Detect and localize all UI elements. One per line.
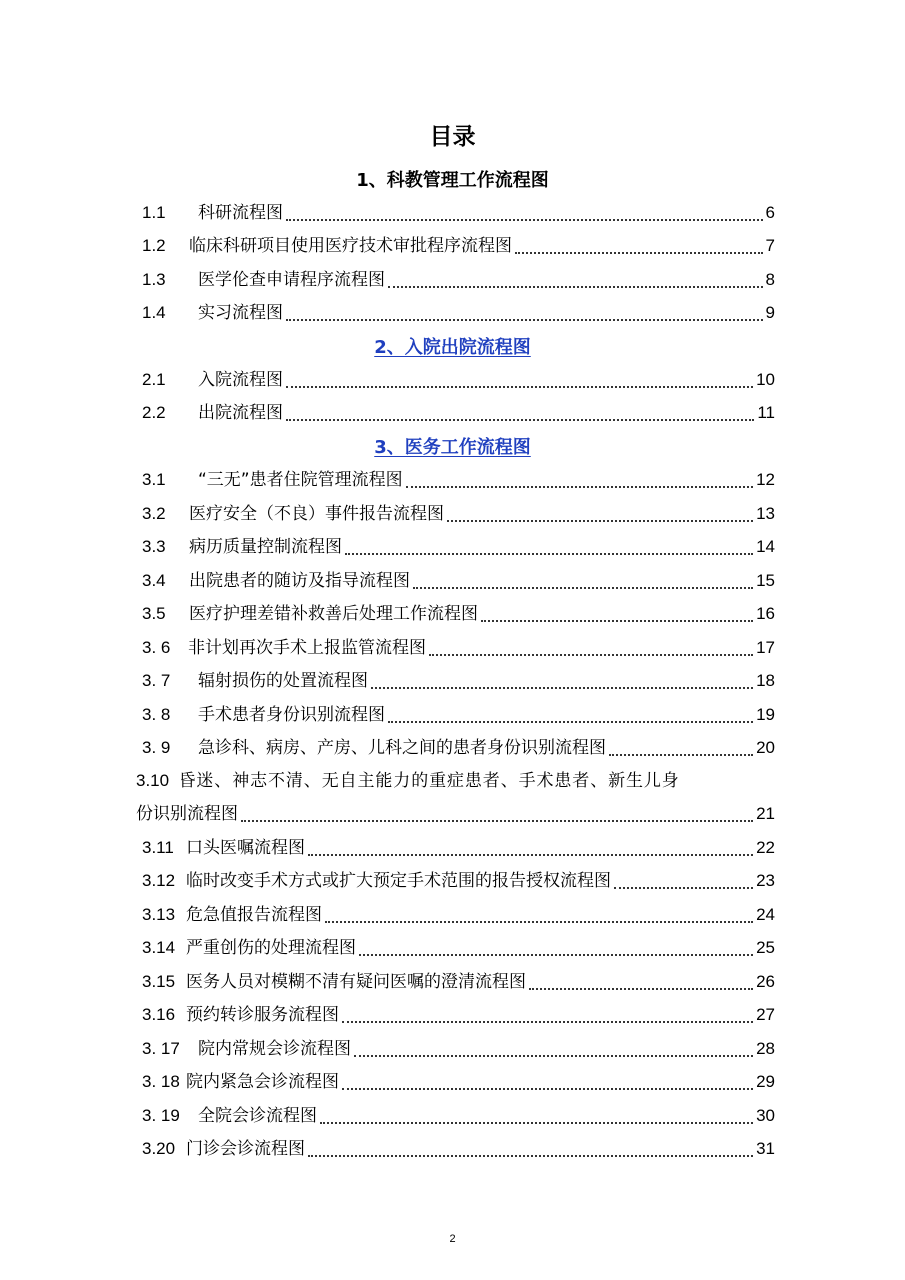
- dot-leader: [342, 1021, 753, 1023]
- dot-leader: [406, 486, 753, 488]
- entry-number: 3. 8: [142, 705, 171, 724]
- toc-entry[interactable]: [142, 298, 775, 328]
- entry-label: 医学伦查申请程序流程图: [198, 270, 385, 290]
- entry-number: 1.2: [142, 236, 166, 255]
- entry-page: 31: [756, 1139, 775, 1158]
- toc-entry[interactable]: [142, 933, 775, 963]
- toc-entry[interactable]: [142, 532, 775, 562]
- entry-number: 3.1: [142, 470, 166, 489]
- entry-number: 3. 7: [142, 671, 171, 690]
- toc-entry[interactable]: [142, 198, 775, 228]
- entry-label: 预约转诊服务流程图: [186, 1005, 339, 1025]
- section-heading-1: 1、科教管理工作流程图: [356, 170, 549, 191]
- dot-leader: [447, 520, 753, 522]
- entry-number: 3.10: [136, 771, 170, 790]
- entry-page: 15: [756, 571, 775, 590]
- toc-entry[interactable]: [142, 465, 775, 495]
- toc-entry[interactable]: [142, 1000, 775, 1030]
- entry-page: 17: [756, 638, 775, 657]
- dot-leader: [388, 286, 763, 288]
- entry-number: 3.3: [142, 537, 166, 556]
- toc-entry[interactable]: [142, 599, 775, 629]
- toc-entry[interactable]: [142, 733, 775, 763]
- toc-entry[interactable]: [142, 1101, 775, 1131]
- entry-number: 1.3: [142, 270, 166, 289]
- entry-number: 2.1: [142, 370, 166, 389]
- entry-page: 7: [765, 236, 775, 255]
- dot-leader: [286, 419, 754, 421]
- entry-page: 26: [756, 972, 775, 991]
- entry-page: 13: [756, 504, 775, 523]
- entry-number: 3. 18: [142, 1072, 180, 1091]
- entry-label: 昏迷、神志不清、无自主能力的重症患者、手术患者、新生儿身: [178, 771, 680, 791]
- toc-entry[interactable]: [142, 1034, 775, 1064]
- entry-number: 3.13: [142, 905, 176, 924]
- entry-label: 出院流程图: [198, 403, 283, 423]
- entry-page: 12: [756, 470, 775, 489]
- dot-leader: [325, 921, 753, 923]
- entry-number: 2.2: [142, 403, 166, 422]
- entry-page: 24: [756, 905, 775, 924]
- entry-label: 手术患者身份识别流程图: [198, 705, 385, 725]
- entry-number: 3.15: [142, 972, 176, 991]
- page-number: 2: [449, 1233, 456, 1245]
- entry-label: 病历质量控制流程图: [189, 537, 342, 557]
- dot-leader: [286, 319, 763, 321]
- entry-page: 14: [756, 537, 775, 556]
- entry-page: 10: [756, 370, 775, 389]
- entry-page: 27: [756, 1005, 775, 1024]
- entry-label: 出院患者的随访及指导流程图: [189, 571, 410, 591]
- entry-label: 院内常规会诊流程图: [198, 1039, 351, 1059]
- entry-number: 3.12: [142, 871, 176, 890]
- toc-entry[interactable]: [142, 900, 775, 930]
- entry-page: 8: [765, 270, 775, 289]
- dot-leader: [308, 1155, 753, 1157]
- entry-page: 9: [765, 303, 775, 322]
- toc-entry[interactable]: [142, 1067, 775, 1097]
- entry-label: 门诊会诊流程图: [186, 1139, 305, 1159]
- dot-leader: [308, 854, 753, 856]
- section-heading-2[interactable]: 2、入院出院流程图: [374, 337, 531, 358]
- entry-label-continuation: 份识别流程图: [136, 804, 238, 824]
- dot-leader: [241, 820, 753, 822]
- entry-number: 3.20: [142, 1139, 176, 1158]
- toc-entry[interactable]: [142, 1134, 775, 1164]
- entry-label: 医疗护理差错补救善后处理工作流程图: [189, 604, 478, 624]
- toc-entry[interactable]: [142, 833, 775, 863]
- entry-page: 16: [756, 604, 775, 623]
- section-heading-3[interactable]: 3、医务工作流程图: [374, 437, 531, 458]
- toc-entry[interactable]: [142, 231, 775, 261]
- dot-leader: [429, 654, 753, 656]
- toc-entry[interactable]: [142, 666, 775, 696]
- dot-leader: [320, 1122, 753, 1124]
- entry-number: 1.1: [142, 203, 166, 222]
- entry-page: 30: [756, 1106, 775, 1125]
- entry-label: 临时改变手术方式或扩大预定手术范围的报告授权流程图: [186, 871, 611, 891]
- entry-page: 23: [756, 871, 775, 890]
- entry-label: 入院流程图: [198, 370, 283, 390]
- entry-page: 21: [756, 804, 775, 823]
- entry-label: 危急值报告流程图: [186, 905, 322, 925]
- entry-page: 19: [756, 705, 775, 724]
- toc-entry[interactable]: [142, 700, 775, 730]
- dot-leader: [388, 721, 753, 723]
- entry-page: 25: [756, 938, 775, 957]
- page-title: 目录: [429, 124, 476, 150]
- dot-leader: [609, 754, 753, 756]
- toc-entry-continuation[interactable]: [136, 799, 775, 829]
- entry-number: 3.14: [142, 938, 176, 957]
- toc-entry[interactable]: [142, 866, 775, 896]
- entry-page: 18: [756, 671, 775, 690]
- entry-number: 3.16: [142, 1005, 176, 1024]
- toc-entry-wrapped[interactable]: [136, 766, 776, 791]
- entry-number: 3.11: [142, 838, 174, 857]
- entry-number: 3.5: [142, 604, 166, 623]
- entry-label: 医疗安全（不良）事件报告流程图: [189, 504, 444, 524]
- dot-leader: [515, 252, 763, 254]
- dot-leader: [286, 386, 753, 388]
- dot-leader: [286, 219, 763, 221]
- entry-label: 院内紧急会诊流程图: [186, 1072, 339, 1092]
- entry-label: 非计划再次手术上报监管流程图: [188, 638, 426, 658]
- entry-number: 3. 19: [142, 1106, 180, 1125]
- entry-page: 28: [756, 1039, 775, 1058]
- toc-entry[interactable]: [142, 967, 775, 997]
- entry-label: 急诊科、病房、产房、儿科之间的患者身份识别流程图: [198, 738, 606, 758]
- toc-entry[interactable]: [142, 265, 775, 295]
- entry-page: 29: [756, 1072, 775, 1091]
- entry-label: 严重创伤的处理流程图: [186, 938, 356, 958]
- entry-label: 医务人员对模糊不清有疑问医嘱的澄清流程图: [186, 972, 526, 992]
- dot-leader: [614, 887, 753, 889]
- toc-entry[interactable]: [142, 365, 775, 395]
- entry-number: 1.4: [142, 303, 166, 322]
- entry-label: 临床科研项目使用医疗技术审批程序流程图: [189, 236, 512, 256]
- dot-leader: [345, 553, 753, 555]
- entry-page: 11: [757, 403, 775, 422]
- entry-page: 22: [756, 838, 775, 857]
- entry-label: 辐射损伤的处置流程图: [198, 671, 368, 691]
- entry-number: 3.2: [142, 504, 166, 523]
- entry-number: 3. 6: [142, 638, 171, 657]
- toc-entry[interactable]: [142, 633, 775, 663]
- dot-leader: [529, 988, 753, 990]
- entry-page: 6: [765, 203, 775, 222]
- entry-label: 口头医嘱流程图: [186, 838, 305, 858]
- toc-entry[interactable]: [142, 499, 775, 529]
- entry-label: 全院会诊流程图: [198, 1106, 317, 1126]
- dot-leader: [413, 587, 753, 589]
- dot-leader: [481, 620, 753, 622]
- entry-page: 20: [756, 738, 775, 757]
- toc-entry[interactable]: [142, 398, 775, 428]
- dot-leader: [342, 1088, 753, 1090]
- entry-label: 实习流程图: [198, 303, 283, 323]
- entry-label: 科研流程图: [198, 203, 283, 223]
- entry-number: 3. 17: [142, 1039, 180, 1058]
- dot-leader: [359, 954, 753, 956]
- entry-number: 3.4: [142, 571, 166, 590]
- dot-leader: [371, 687, 753, 689]
- dot-leader: [354, 1055, 753, 1057]
- entry-number: 3. 9: [142, 738, 171, 757]
- toc-entry[interactable]: [142, 566, 775, 596]
- entry-label: “三无”患者住院管理流程图: [198, 470, 403, 490]
